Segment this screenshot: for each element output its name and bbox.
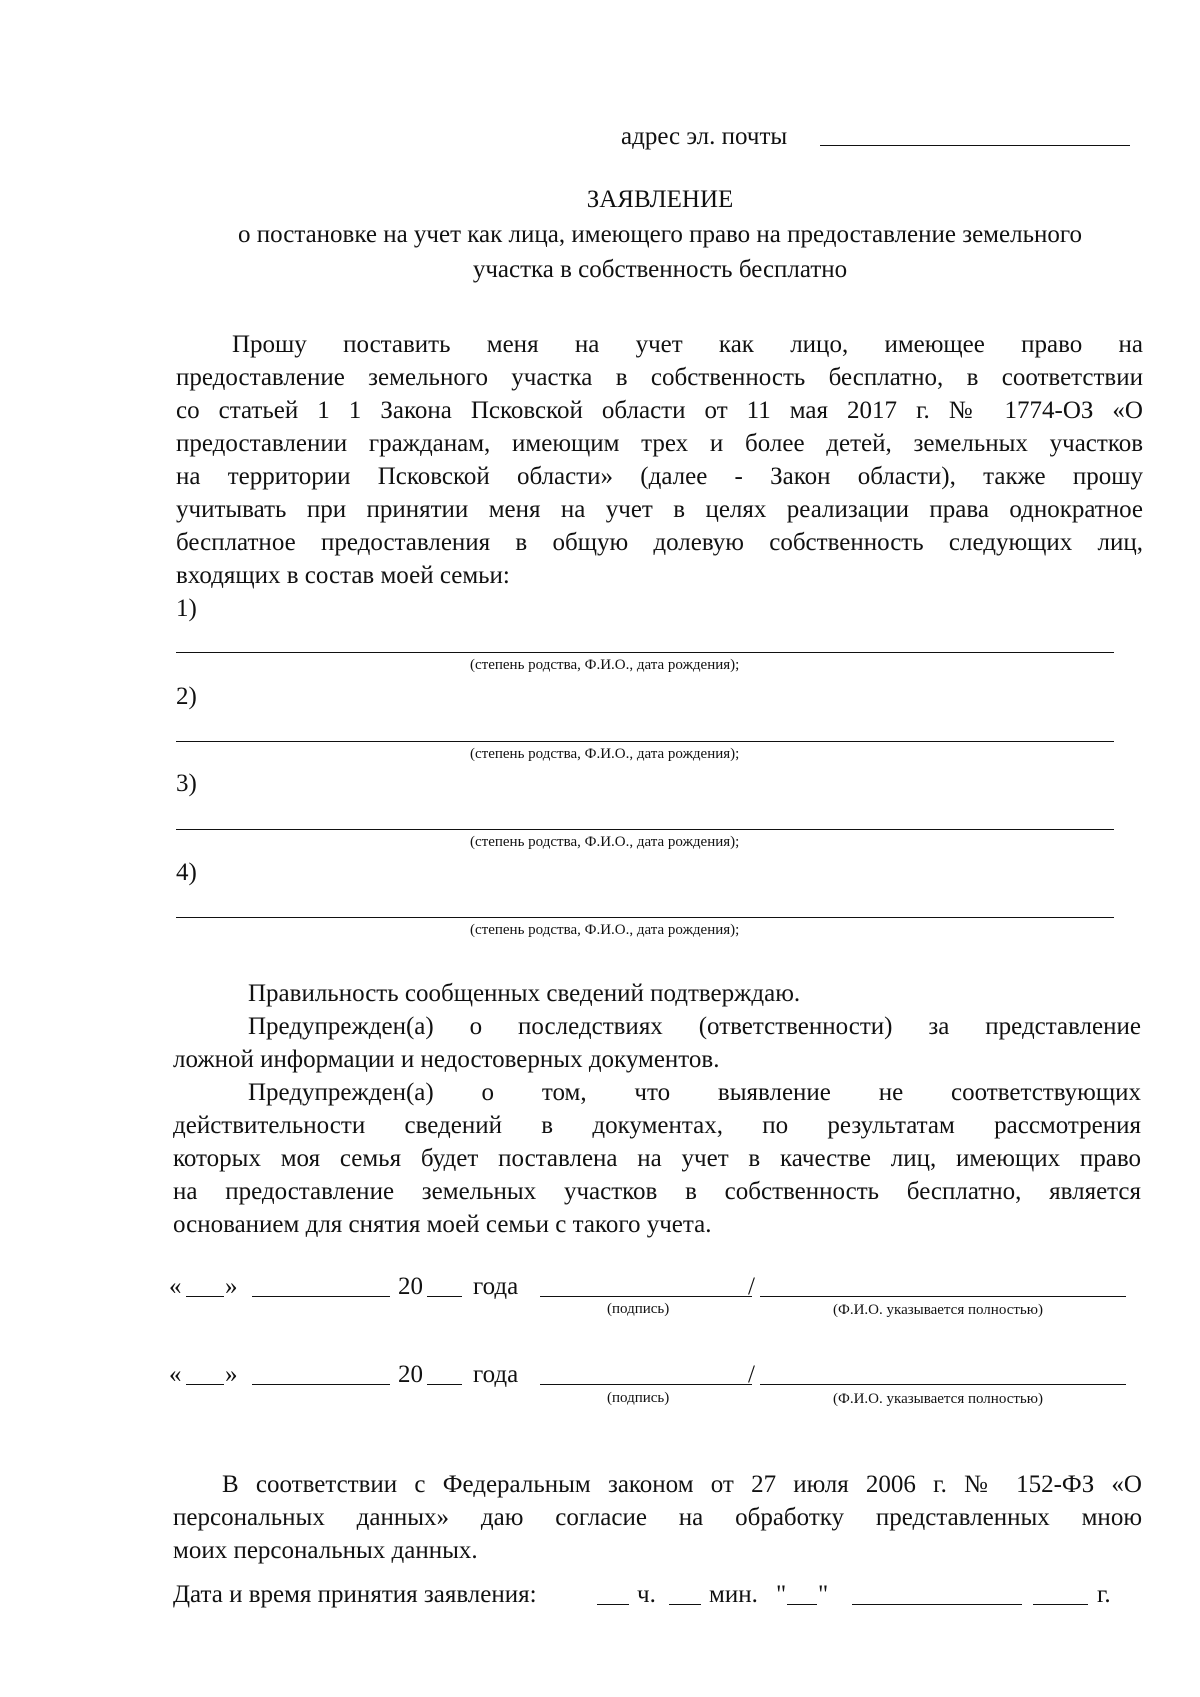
name-caption: (Ф.И.О. указывается полностью)	[833, 1391, 1043, 1407]
request-line: Прошу поставить меня на учет как лицо, имеющее право на	[232, 331, 1143, 358]
signature-caption: (подпись)	[607, 1301, 670, 1317]
slash: /	[748, 1361, 755, 1388]
member-caption: (степень родства, Ф.И.О., дата рождения);	[470, 746, 740, 762]
consent-line: персональных данных» даю согласие на обработку представленных мною	[173, 1504, 1142, 1531]
open-quote: "	[776, 1581, 787, 1608]
year-field[interactable]	[427, 1296, 462, 1297]
warning-line: на предоставление земельных участков в собственность бесплатно, является	[173, 1178, 1141, 1205]
signature-field[interactable]	[540, 1296, 752, 1297]
open-quote: «	[169, 1361, 182, 1388]
close-quote: "	[818, 1581, 829, 1608]
close-quote: »	[225, 1273, 238, 1300]
page-title: ЗАЯВЛЕНИЕ	[586, 186, 734, 213]
request-line: предоставлении гражданам, имеющим трех и более детей, земельных участков	[176, 430, 1143, 457]
member-number: 2)	[176, 683, 197, 710]
month-field[interactable]	[252, 1296, 390, 1297]
request-line: учитывать при принятии меня на учет в целях реализации права однократное	[176, 496, 1143, 523]
consent-line: моих персональных данных.	[173, 1537, 478, 1564]
year-prefix: 20	[398, 1361, 423, 1388]
minutes-label: мин.	[709, 1581, 758, 1608]
year-label: г.	[1097, 1581, 1111, 1608]
month-field[interactable]	[252, 1384, 390, 1385]
signature-field[interactable]	[540, 1384, 752, 1385]
consent-line: В соответствии с Федеральным законом от 27 июля 2006 г. № 152-ФЗ «О	[222, 1471, 1142, 1498]
year-suffix: года	[473, 1273, 519, 1300]
page-subtitle-line2: участка в собственность бесплатно	[472, 256, 848, 283]
full-name-field[interactable]	[760, 1296, 1126, 1297]
hours-field[interactable]	[597, 1604, 629, 1605]
member-field[interactable]	[176, 741, 1114, 742]
member-caption: (степень родства, Ф.И.О., дата рождения);	[470, 922, 740, 938]
day-field[interactable]	[787, 1604, 817, 1605]
member-field[interactable]	[176, 652, 1114, 653]
year-field[interactable]	[1033, 1604, 1088, 1605]
warning-line: Предупрежден(а) о последствиях (ответственности) за представление	[248, 1013, 1141, 1040]
warning-line: основанием для снятия моей семьи с такого учета.	[173, 1211, 712, 1238]
name-caption: (Ф.И.О. указывается полностью)	[833, 1302, 1043, 1318]
request-line: предоставление земельного участка в собственность бесплатно, в соответствии	[176, 364, 1143, 391]
warning-line: Предупрежден(а) о том, что выявление не соответствующих	[248, 1079, 1141, 1106]
request-line: со статьей 1 1 Закона Псковской области от 11 мая 2017 г. № 1774-ОЗ «О	[176, 397, 1143, 424]
open-quote: «	[169, 1273, 182, 1300]
day-field[interactable]	[186, 1384, 224, 1385]
member-number: 4)	[176, 859, 197, 886]
page-subtitle-line1: о постановке на учет как лица, имеющего право на предоставление земельного	[237, 221, 1082, 248]
member-caption: (степень родства, Ф.И.О., дата рождения);	[470, 834, 740, 850]
slash: /	[748, 1273, 755, 1300]
year-suffix: года	[473, 1361, 519, 1388]
year-prefix: 20	[398, 1273, 423, 1300]
warning-line: ложной информации и недостоверных документов.	[173, 1046, 720, 1073]
member-number: 1)	[176, 595, 197, 622]
email-label: адрес эл. почты	[621, 123, 788, 150]
year-field[interactable]	[427, 1384, 462, 1385]
request-line: входящих в состав моей семьи:	[176, 562, 510, 589]
request-line: бесплатное предоставления в общую долевую собственность следующих лиц,	[176, 529, 1143, 556]
request-line: на территории Псковской области» (далее - Закон области), также прошу	[176, 463, 1143, 490]
minutes-field[interactable]	[669, 1604, 701, 1605]
hours-label: ч.	[637, 1581, 656, 1608]
warning-line: которых моя семья будет поставлена на учет в качестве лиц, имеющих право	[173, 1145, 1141, 1172]
full-name-field[interactable]	[760, 1384, 1126, 1385]
close-quote: »	[225, 1361, 238, 1388]
day-field[interactable]	[186, 1296, 224, 1297]
member-caption: (степень родства, Ф.И.О., дата рождения);	[470, 657, 740, 673]
warning-line: действительности сведений в документах, по результатам рассмотрения	[173, 1112, 1141, 1139]
acceptance-label: Дата и время принятия заявления:	[173, 1581, 537, 1608]
signature-caption: (подпись)	[607, 1390, 670, 1406]
month-field[interactable]	[852, 1604, 1022, 1605]
member-field[interactable]	[176, 829, 1114, 830]
confirmation-text: Правильность сообщенных сведений подтверждаю.	[248, 980, 801, 1007]
member-field[interactable]	[176, 917, 1114, 918]
member-number: 3)	[176, 770, 197, 797]
email-field[interactable]	[820, 145, 1130, 146]
